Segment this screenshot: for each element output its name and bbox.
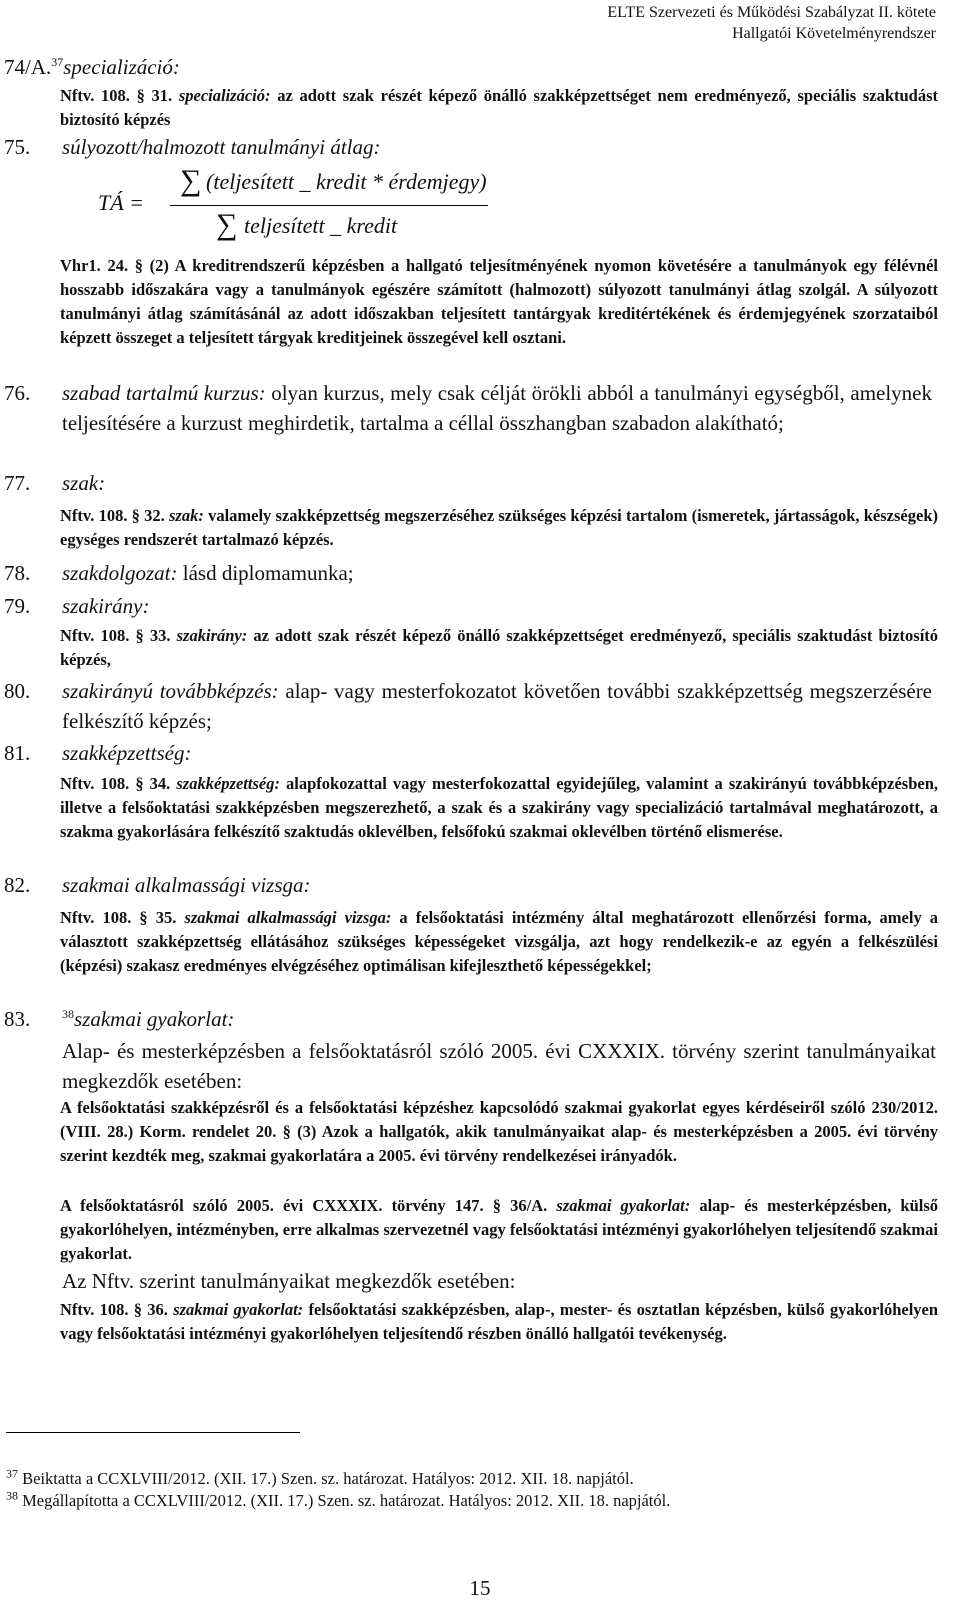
entry-text: alap- vagy mesterfokozatot követően további szakképzettség megszerzésére felkészítő képzés; <box>62 679 933 733</box>
entry-heading <box>62 1004 234 1034</box>
law-term: szakmai alkalmassági vizsga: <box>184 908 392 927</box>
law-text: alapfokozattal vagy mesterfokozattal egyidejűleg, valamint a szakirányú továbbképzésben, illetve a felsőoktatási szakképzésben megszerezhető, a szak és a szakirány vagy specializáció tartalmával meghatározott, a szakma gyakorlására felkészítő szaktudás oklevélben, felsőfokú szakmai oklevélben történő elismerése. <box>60 774 938 841</box>
law-quote-83c <box>60 1298 938 1346</box>
formula-denominator: teljesített _ kredit <box>244 213 398 238</box>
law-quote-79 <box>60 624 938 672</box>
law-quote-83b <box>60 1194 938 1266</box>
law-reference: Nftv. 108. § 34. <box>60 774 171 793</box>
page-number: 15 <box>469 1576 491 1600</box>
weighted-average-formula <box>98 164 518 245</box>
law-reference: Vhr1. 24. § <box>60 256 143 275</box>
law-quote-81 <box>60 772 938 844</box>
law-term: szakmai gyakorlat: <box>556 1196 691 1215</box>
footnote-separator <box>6 1432 300 1433</box>
footnote-37 <box>6 1468 634 1490</box>
entry-term: szak: <box>62 471 106 495</box>
law-text: felsőoktatási szakképzésben, alap-, mester- és osztatlan képzésben, külső gyakorlóhelyen vagy felsőoktatási intézményi gyakorlóhelyen teljesítendő részben önálló hallgatói tevékenység. <box>60 1300 939 1343</box>
entry-term: szabad tartalmú kurzus: <box>62 381 266 405</box>
entry-term: súlyozott/halmozott tanulmányi átlag: <box>62 135 381 159</box>
footnote-38 <box>6 1490 670 1512</box>
entry-number: 76. <box>4 381 31 405</box>
footnote-ref[interactable]: 37 <box>51 55 64 69</box>
law-quote-82 <box>60 906 938 978</box>
law-reference: Nftv. 108. § 35. <box>60 908 177 927</box>
entry-text: lásd diplomamunka; <box>182 561 354 585</box>
law-reference: Nftv. 108. § 33. <box>60 626 171 645</box>
entry-term: szakirányú továbbképzés: <box>62 679 279 703</box>
running-header <box>607 2 936 44</box>
entry-number: 78. <box>4 561 31 585</box>
fraction-bar <box>170 205 488 206</box>
entry-term: szakdolgozat: <box>62 561 178 585</box>
law-reference: Nftv. 108. § 31. <box>60 86 173 105</box>
entry-number: 75. <box>4 135 31 159</box>
law-text: alap- és mesterképzésben, külső gyakorlóhelyen, intézményben, erre alkalmas szervezetnél vagy felsőoktatási intézményi gyakorlóhelyen teljesítendő szakmai gyakorlat. <box>60 1196 939 1263</box>
entry-number: 80. <box>4 679 31 703</box>
law-text: A felsőoktatási szakképzésről és a felsőoktatási képzéshez kapcsolódó szakmai gyakorlat egyes kérdéseiről szóló 230/2012. (VIII. 28.) Korm. rendelet 20. § (3) Azok a hallgatók, akik tanulmányaikat alap- és mesterképzésben a 2005. évi törvény szerint kezdték meg, szakmai gyakorlatára a 2005. évi törvény rendelkezései irányadók. <box>60 1098 938 1165</box>
footnote-text: Megállapította a CCXLVIII/2012. (XII. 17.) Szen. sz. határozat. Hatályos: 2012. XII. 18. napjától. <box>22 1491 671 1510</box>
sum-symbol: ∑ <box>216 208 238 241</box>
law-quote-vhr <box>60 254 938 350</box>
entry-term: szakmai gyakorlat: <box>74 1007 235 1031</box>
entry-body <box>62 558 354 588</box>
formula-lhs: TÁ = <box>98 190 145 215</box>
law-term: szakképzettség: <box>176 774 280 793</box>
sum-symbol: ∑ <box>180 164 202 197</box>
footnote-text: Beiktatta a CCXLVIII/2012. (XII. 17.) Szen. sz. határozat. Hatályos: 2012. XII. 18. napjától. <box>22 1469 634 1488</box>
law-quote-83a <box>60 1096 938 1168</box>
law-term: szakmai gyakorlat: <box>173 1300 304 1319</box>
formula-numerator: (teljesített _ kredit * érdemjegy) <box>206 169 487 194</box>
law-reference: Nftv. 108. § 32. <box>60 506 165 525</box>
law-text: a felsőoktatási intézmény által meghatározott ellenőrzési forma, amely a választott szakképzettség ellátásához szükséges képességeket vizsgálja, azt hogy rendelkezik-e az egyén a felkészülési (képzési) szakasz eredményes elvégzéséhez optimálisan kifejleszthető képességekkel; <box>60 908 939 975</box>
footnote-ref[interactable]: 38 <box>62 1007 74 1021</box>
entry-number: 77. <box>4 471 31 495</box>
law-text: az adott szak részét képező önálló szakképzettséget nem eredményező, speciális szaktudást biztosító képzés <box>60 86 939 129</box>
entry-number: 79. <box>4 594 31 618</box>
law-term: specializáció: <box>178 86 271 105</box>
law-term: szak: <box>169 506 204 525</box>
entry-83-subheading: Alap- és mesterképzésben a felsőoktatásról szóló 2005. évi CXXXIX. törvény szerint tanulmányaikat megkezdők esetében: <box>62 1039 936 1093</box>
law-text: (2) A kreditrendszerű képzésben a hallgató teljesítményének nyomon követésére a tanulmányok egy félévnél hosszabb időszakára vagy a tanulmányok egészére számított (halmozott) súlyozott tanulmányi átlag szolgál. A súlyozott tanulmányi átlag számításánál az adott időszakban teljesített tantárgyak kreditértékének és érdemjegyének szorzataiból képzett összeget a teljesített tárgyak kreditjeinek összegével kell osztani. <box>60 256 938 347</box>
law-text: az adott szak részét képező önálló szakképzettséget eredményező, speciális szaktudást biztosító képzés, <box>60 626 939 669</box>
law-reference: Nftv. 108. § 36. <box>60 1300 168 1319</box>
footnote-number: 37 <box>6 1466 18 1481</box>
entry-number: 82. <box>4 873 31 897</box>
entry-number: 81. <box>4 741 31 765</box>
law-quote-74a <box>60 84 938 132</box>
header-line-1: ELTE Szervezeti és Működési Szabályzat II. kötete <box>607 4 936 21</box>
law-quote-77 <box>60 504 938 552</box>
entry-number: 74/A. <box>4 55 52 79</box>
entry-term: szakképzettség: <box>62 741 192 765</box>
entry-term: szakmai alkalmassági vizsga: <box>62 873 311 897</box>
entry-body <box>62 676 932 736</box>
law-text: valamely szakképzettség megszerzéséhez szükséges képzési tartalom (ismeretek, jártasságok, készségek) egységes rendszerét tartalmazó képzés. <box>60 506 938 549</box>
entry-83-subheading-2: Az Nftv. szerint tanulmányaikat megkezdők esetében: <box>62 1269 516 1293</box>
entry-74a <box>4 52 934 82</box>
law-reference: A felsőoktatásról szóló 2005. évi CXXXIX. törvény 147. § 36/A. <box>60 1196 548 1215</box>
entry-number: 83. <box>4 1007 31 1031</box>
footnote-number: 38 <box>6 1488 18 1503</box>
entry-term: szakirány: <box>62 594 150 618</box>
entry-text: olyan kurzus, mely csak célját örökli abból a tanulmányi egységből, amelynek teljesítésére a kurzust meghirdetik, tartalma a céllal összhangban szabadon alakítható; <box>62 381 933 435</box>
entry-term: specializáció: <box>63 55 180 79</box>
header-line-2: Hallgatói Követelményrendszer <box>732 25 936 42</box>
law-term: szakirány: <box>176 626 248 645</box>
entry-body <box>62 378 932 438</box>
